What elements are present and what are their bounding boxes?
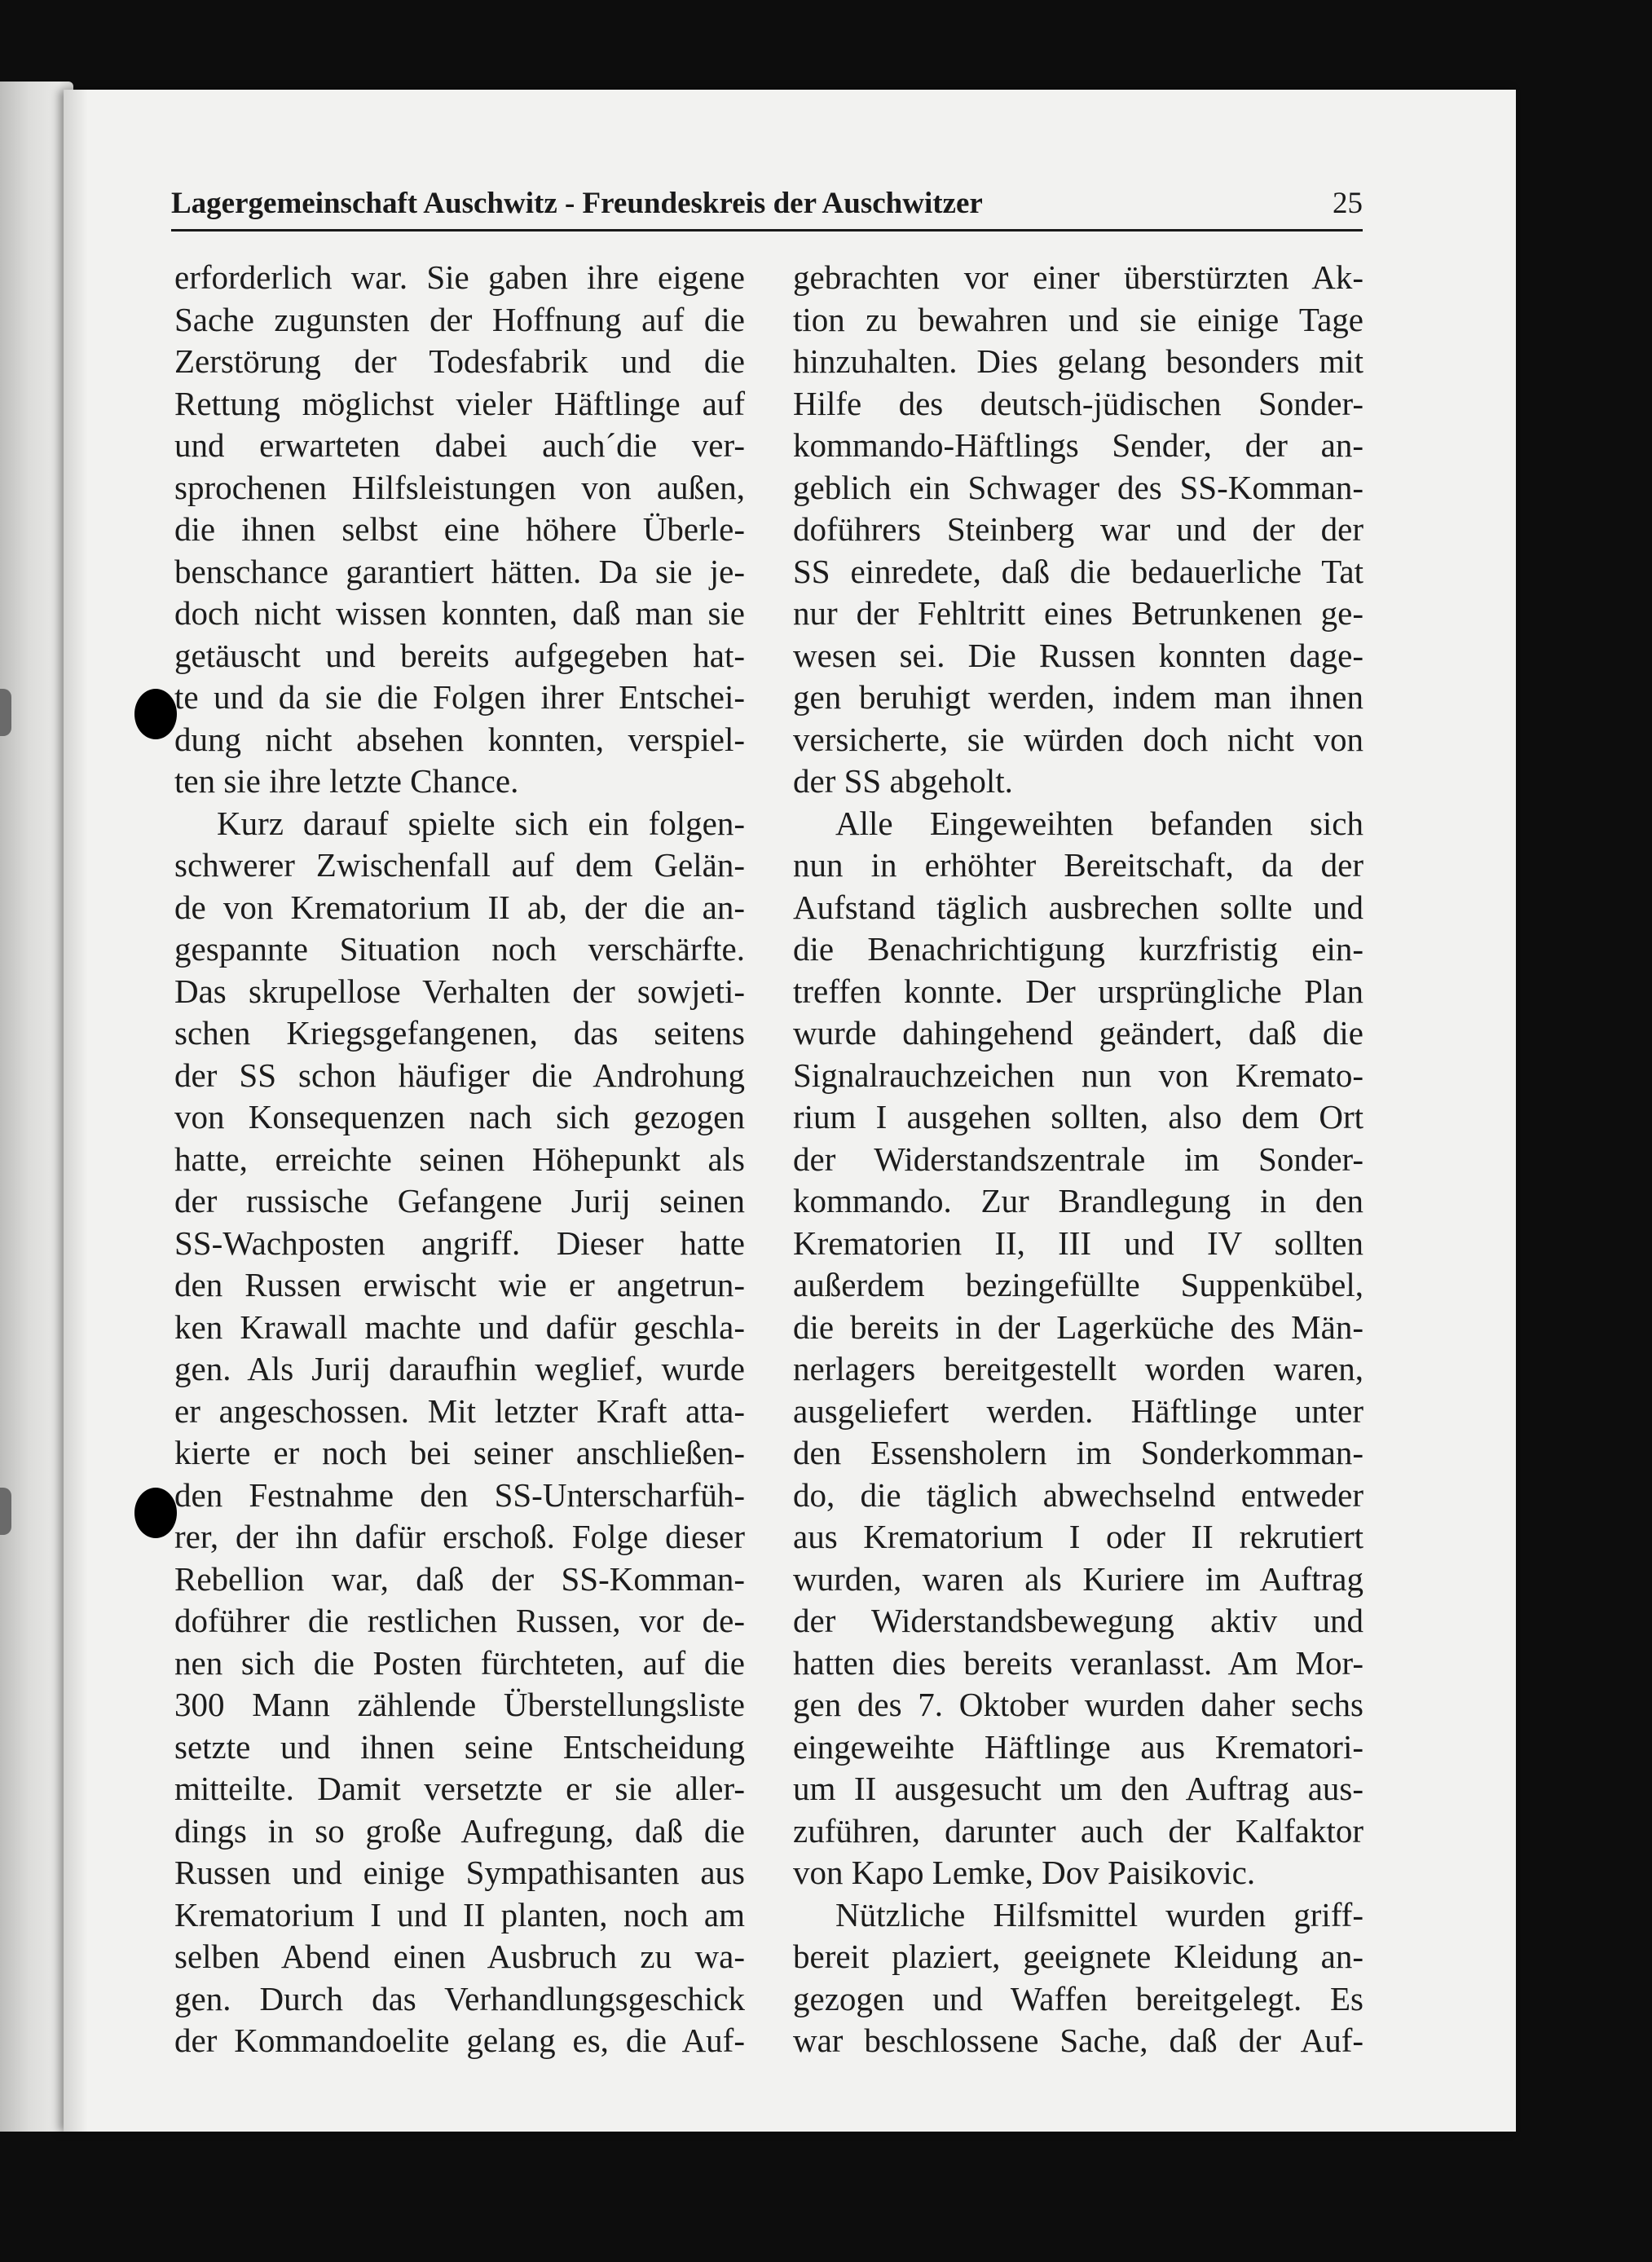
text-line: der SS schon häufiger die Androhung bbox=[174, 1056, 745, 1094]
text-line: gen beruhigt werden, indem man ihnen bbox=[793, 678, 1363, 716]
text-line: hatte, erreichte seinen Höhepunkt als bbox=[174, 1140, 745, 1178]
text-line: und erwarteten dabei auch´die ver- bbox=[174, 426, 745, 464]
text-line: mitteilte. Damit versetzte er sie aller- bbox=[174, 1770, 745, 1807]
text-line: der russische Gefangene Jurij seinen bbox=[174, 1182, 745, 1219]
page-number: 25 bbox=[1333, 187, 1363, 220]
previous-page-punch-hole bbox=[0, 689, 11, 736]
text-line: 300 Mann zählende Überstellungsliste bbox=[174, 1686, 745, 1723]
text-line: Sache zugunsten der Hoffnung auf die bbox=[174, 300, 745, 338]
text-line: dung nicht absehen konnten, verspiel- bbox=[174, 720, 745, 758]
text-line: bereit plaziert, geeignete Kleidung an- bbox=[793, 1938, 1363, 1975]
running-header bbox=[171, 175, 1363, 231]
text-line: Rettung möglichst vieler Häftlinge auf bbox=[174, 384, 745, 422]
text-line: der Widerstandszentrale im Sonder- bbox=[793, 1140, 1363, 1178]
text-line: wurden, waren als Kuriere im Auftrag bbox=[793, 1559, 1363, 1598]
text-line: Krematorien II, III und IV sollten bbox=[793, 1224, 1363, 1262]
text-line: wesen sei. Die Russen konnten dage- bbox=[793, 636, 1363, 674]
text-line: eingeweihte Häftlinge aus Krematori- bbox=[793, 1727, 1363, 1766]
text-line: Alle Eingeweihten befanden sich bbox=[835, 804, 1363, 842]
text-line: Nützliche Hilfsmittel wurden griff- bbox=[835, 1895, 1363, 1934]
text-line: außerdem bezingefüllte Suppenkübel, bbox=[793, 1266, 1363, 1303]
text-line: geblich ein Schwager des SS-Komman- bbox=[793, 468, 1363, 506]
text-line: gen. Durch das Verhandlungsgeschick bbox=[174, 1979, 745, 2017]
text-line: um II ausgesucht um den Auftrag aus- bbox=[793, 1770, 1363, 1807]
text-line: von Kapo Lemke, Dov Paisikovic. bbox=[793, 1854, 1256, 1891]
header-title: Lagergemeinschaft Auschwitz - Freundeskreis der Auschwitzer bbox=[171, 187, 983, 220]
text-line: setzte und ihnen seine Entscheidung bbox=[174, 1727, 745, 1766]
text-line: nerlagers bereitgestellt worden waren, bbox=[793, 1350, 1363, 1387]
text-line: die Benachrichtigung kurzfristig ein- bbox=[793, 930, 1363, 968]
text-line: SS-Wachposten angriff. Dieser hatte bbox=[174, 1224, 745, 1262]
previous-page-edge bbox=[0, 82, 73, 2132]
text-line: zuführen, darunter auch der Kalfaktor bbox=[793, 1811, 1363, 1850]
punch-hole bbox=[134, 1488, 177, 1538]
text-line: Hilfe des deutsch-jüdischen Sonder- bbox=[793, 384, 1363, 422]
text-line: te und da sie die Folgen ihrer Entschei- bbox=[174, 678, 745, 716]
text-line: Signalrauchzeichen nun von Kremato- bbox=[793, 1056, 1363, 1094]
text-line: Russen und einige Sympathisanten aus bbox=[174, 1854, 745, 1891]
text-line: er angeschossen. Mit letzter Kraft atta- bbox=[174, 1391, 745, 1430]
text-line: doführers Steinberg war und der der bbox=[793, 510, 1363, 548]
text-line: SS einredete, daß die bedauerliche Tat bbox=[793, 552, 1363, 590]
text-line: der Kommandoelite gelang es, die Auf- bbox=[174, 2022, 745, 2059]
text-line: nen sich die Posten fürchteten, auf die bbox=[174, 1643, 745, 1682]
text-line: den Essensholern im Sonderkomman- bbox=[793, 1434, 1363, 1471]
text-line: kommando-Häftlings Sender, der an- bbox=[793, 426, 1363, 464]
text-line: getäuscht und bereits aufgegeben hat- bbox=[174, 636, 745, 674]
text-line: ten sie ihre letzte Chance. bbox=[174, 762, 519, 800]
text-line: doführer die restlichen Russen, vor de- bbox=[174, 1602, 745, 1639]
text-line: war beschlossene Sache, daß der Auf- bbox=[793, 2022, 1363, 2059]
text-line: der SS abgeholt. bbox=[793, 762, 1013, 800]
text-line: ausgeliefert werden. Häftlinge unter bbox=[793, 1391, 1363, 1430]
text-line: wurde dahingehend geändert, daß die bbox=[793, 1014, 1363, 1052]
text-line: gen. Als Jurij daraufhin weglief, wurde bbox=[174, 1350, 745, 1387]
text-line: sprochenen Hilfsleistungen von außen, bbox=[174, 468, 745, 506]
text-line: treffen konnte. Der ursprüngliche Plan bbox=[793, 972, 1363, 1010]
text-line: ken Krawall machte und dafür geschla- bbox=[174, 1307, 745, 1346]
text-line: gezogen und Waffen bereitgelegt. Es bbox=[793, 1979, 1363, 2017]
text-line: doch nicht wissen konnten, daß man sie bbox=[174, 594, 745, 632]
text-line: Krematorium I und II planten, noch am bbox=[174, 1895, 745, 1934]
text-line: Zerstörung der Todesfabrik und die bbox=[174, 342, 745, 380]
text-line: Kurz darauf spielte sich ein folgen- bbox=[217, 804, 745, 842]
text-line: schwerer Zwischenfall auf dem Gelän- bbox=[174, 846, 745, 884]
text-line: aus Krematorium I oder II rekrutiert bbox=[793, 1518, 1363, 1555]
text-line: selben Abend einen Ausbruch zu wa- bbox=[174, 1938, 745, 1975]
book-page bbox=[64, 90, 1516, 2132]
text-line: die bereits in der Lagerküche des Män- bbox=[793, 1307, 1363, 1346]
text-line: schen Kriegsgefangenen, das seitens bbox=[174, 1014, 745, 1052]
text-line: gespannte Situation noch verschärfte. bbox=[174, 930, 745, 968]
text-line: versicherte, sie würden doch nicht von bbox=[793, 720, 1363, 758]
text-line: dings in so große Aufregung, daß die bbox=[174, 1811, 745, 1850]
right-text-column bbox=[793, 257, 1363, 2062]
text-line: rium I ausgehen sollten, also dem Ort bbox=[793, 1098, 1363, 1135]
text-line: de von Krematorium II ab, der die an- bbox=[174, 888, 745, 926]
text-line: Rebellion war, daß der SS-Komman- bbox=[174, 1559, 745, 1598]
text-line: hinzuhalten. Dies gelang besonders mit bbox=[793, 342, 1363, 380]
text-line: der Widerstandsbewegung aktiv und bbox=[793, 1602, 1363, 1639]
text-line: nun in erhöhter Bereitschaft, da der bbox=[793, 846, 1363, 884]
text-line: die ihnen selbst eine höhere Überle- bbox=[174, 510, 745, 548]
text-line: erforderlich war. Sie gaben ihre eigene bbox=[174, 258, 745, 296]
text-line: den Festnahme den SS-Unterscharfüh- bbox=[174, 1475, 745, 1514]
text-line: rer, der ihn dafür erschoß. Folge dieser bbox=[174, 1518, 745, 1555]
text-line: kommando. Zur Brandlegung in den bbox=[793, 1182, 1363, 1219]
text-line: Aufstand täglich ausbrechen sollte und bbox=[793, 888, 1363, 926]
left-text-column bbox=[174, 257, 745, 2062]
text-line: benschance garantiert hätten. Da sie je- bbox=[174, 552, 745, 590]
text-line: den Russen erwischt wie er angetrun- bbox=[174, 1266, 745, 1303]
text-line: kierte er noch bei seiner anschließen- bbox=[174, 1434, 745, 1471]
text-line: gen des 7. Oktober wurden daher sechs bbox=[793, 1686, 1363, 1723]
gutter-shadow bbox=[64, 90, 88, 2132]
punch-hole bbox=[134, 689, 177, 739]
text-line: hatten dies bereits veranlasst. Am Mor- bbox=[793, 1643, 1363, 1682]
text-line: gebrachten vor einer überstürzten Ak- bbox=[793, 258, 1363, 296]
text-line: nur der Fehltritt eines Betrunkenen ge- bbox=[793, 594, 1363, 632]
text-line: von Konsequenzen nach sich gezogen bbox=[174, 1098, 745, 1135]
text-line: do, die täglich abwechselnd entweder bbox=[793, 1475, 1363, 1514]
text-line: Das skrupellose Verhalten der sowjeti- bbox=[174, 972, 745, 1010]
previous-page-punch-hole bbox=[0, 1488, 11, 1535]
text-line: tion zu bewahren und sie einige Tage bbox=[793, 300, 1363, 338]
